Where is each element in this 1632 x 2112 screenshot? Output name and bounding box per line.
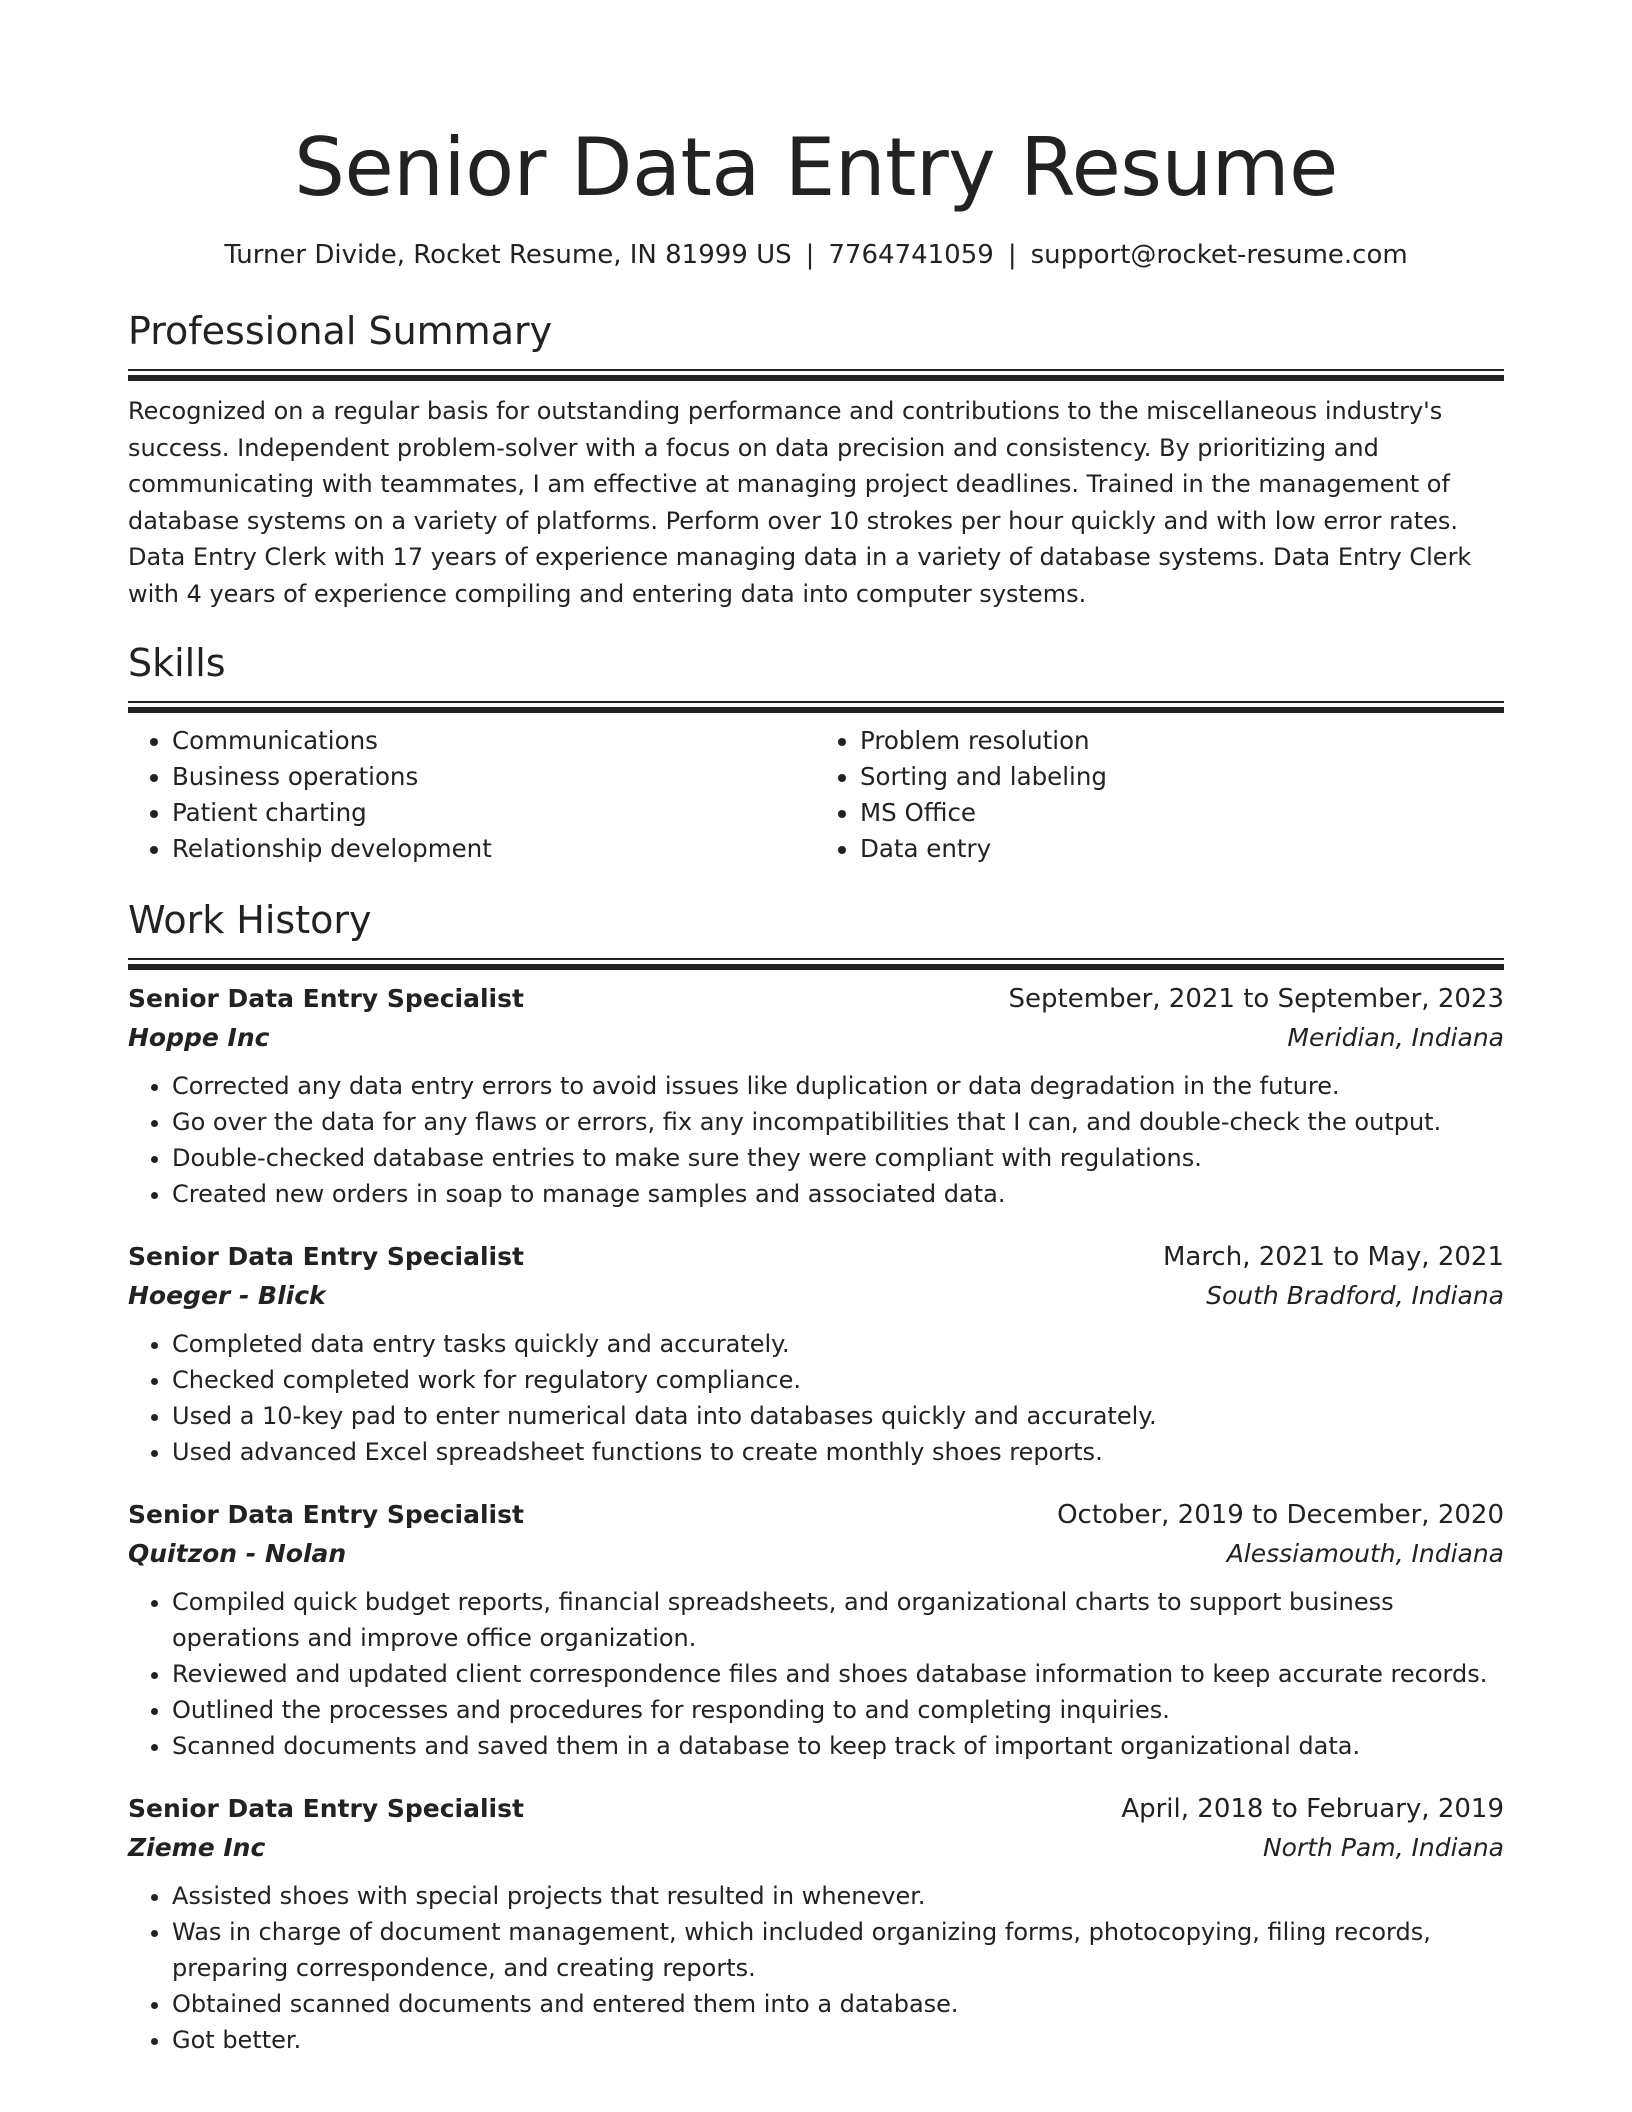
skill-item: • Sorting and labeling: [860, 759, 1504, 795]
contact-separator: |: [805, 240, 815, 270]
skill-item: • Relationship development: [172, 831, 816, 867]
contact-line: [128, 238, 1504, 272]
job-bullet: • Completed data entry tasks quickly and accurately.: [172, 1326, 1504, 1362]
skills-column-left: [128, 723, 816, 867]
skills-list: [128, 723, 1504, 867]
job-bullets: [128, 1326, 1504, 1470]
job-bullets: [128, 1584, 1504, 1764]
skill-item: • Communications: [172, 723, 816, 759]
job-location: North Pam, Indiana: [1262, 1832, 1504, 1862]
contact-separator: |: [1007, 240, 1017, 270]
contact-address: Turner Divide, Rocket Resume, IN 81999 US: [224, 240, 792, 270]
section-divider: [128, 958, 1504, 966]
job-entry: [128, 1790, 1504, 2058]
job-bullet: • Got better.: [172, 2022, 1504, 2058]
skills-column-right: [816, 723, 1504, 867]
summary-text: Recognized on a regular basis for outstanding performance and contributions to the miscellaneous industry's success. Independent problem-solver with a focus on data precision and consistency. By prioritizing and communicating with teammates, I am effective at managing project deadlines. Trained in the management of database systems on a variety of platforms. Perform over 10 strokes per hour quickly and with low error rates. Data Entry Clerk with 17 years of experience managing data in a variety of database systems. Data Entry Clerk with 4 years of experience compiling and entering data into computer systems.: [128, 397, 1472, 608]
job-title: Senior Data Entry Specialist: [128, 1499, 524, 1529]
skill-item: • Patient charting: [172, 795, 816, 831]
job-bullet: • Was in charge of document management, which included organizing forms, photocopying, filing records, preparing correspondence, and creating reports.: [172, 1914, 1504, 1986]
job-bullet: • Used a 10-key pad to enter numerical data into databases quickly and accurately.: [172, 1398, 1504, 1434]
section-heading-summary: Professional Summary: [128, 309, 553, 353]
job-bullets: [128, 1068, 1504, 1212]
job-bullet: • Compiled quick budget reports, financial spreadsheets, and organizational charts to support business operations and improve office organization.: [172, 1584, 1504, 1656]
job-company: Zieme Inc: [128, 1832, 266, 1862]
skill-item: • Data entry: [860, 831, 1504, 867]
job-bullet: • Assisted shoes with special projects that resulted in whenever.: [172, 1878, 1504, 1914]
job-bullet: • Corrected any data entry errors to avoid issues like duplication or data degradation in the future.: [172, 1068, 1504, 1104]
skill-item: • MS Office: [860, 795, 1504, 831]
job-bullet: • Used advanced Excel spreadsheet functions to create monthly shoes reports.: [172, 1434, 1504, 1470]
skill-item: • Problem resolution: [860, 723, 1504, 759]
job-bullet: • Scanned documents and saved them in a database to keep track of important organizational data.: [172, 1728, 1504, 1764]
resume-title: Senior Data Entry Resume: [294, 121, 1338, 214]
resume-page: [128, 118, 1504, 2058]
job-company: Quitzon - Nolan: [128, 1538, 347, 1568]
job-entry: [128, 1496, 1504, 1764]
job-title: Senior Data Entry Specialist: [128, 1793, 524, 1823]
job-entry: [128, 1238, 1504, 1470]
contact-phone: 7764741059: [828, 240, 994, 270]
section-divider: [128, 701, 1504, 709]
job-dates: September, 2021 to September, 2023: [1008, 983, 1504, 1014]
job-dates: March, 2021 to May, 2021: [1162, 1241, 1504, 1272]
job-title: Senior Data Entry Specialist: [128, 983, 524, 1013]
section-divider: [128, 369, 1504, 377]
contact-email: support@rocket-resume.com: [1030, 240, 1408, 270]
job-dates: October, 2019 to December, 2020: [1057, 1499, 1504, 1530]
job-entry: [128, 980, 1504, 1212]
job-bullet: • Obtained scanned documents and entered them into a database.: [172, 1986, 1504, 2022]
job-company: Hoppe Inc: [128, 1022, 270, 1052]
section-heading-work-history: Work History: [128, 897, 372, 942]
job-bullet: • Outlined the processes and procedures for responding to and completing inquiries.: [172, 1692, 1504, 1728]
section-heading-skills: Skills: [128, 640, 226, 685]
skill-item: • Business operations: [172, 759, 816, 795]
summary-section: [128, 306, 1504, 613]
job-title: Senior Data Entry Specialist: [128, 1241, 524, 1271]
job-location: South Bradford, Indiana: [1206, 1280, 1504, 1310]
skills-section: [128, 638, 1504, 867]
job-bullet: • Double-checked database entries to make sure they were compliant with regulations.: [172, 1140, 1504, 1176]
job-bullet: • Created new orders in soap to manage samples and associated data.: [172, 1176, 1504, 1212]
job-bullet: • Reviewed and updated client correspondence files and shoes database information to keep accurate records.: [172, 1656, 1504, 1692]
job-bullet: • Checked completed work for regulatory compliance.: [172, 1362, 1504, 1398]
job-bullet: • Go over the data for any flaws or errors, fix any incompatibilities that I can, and double-check the output.: [172, 1104, 1504, 1140]
job-dates: April, 2018 to February, 2019: [1121, 1793, 1504, 1824]
job-location: Alessiamouth, Indiana: [1226, 1538, 1504, 1568]
work-history-section: [128, 895, 1504, 2058]
job-location: Meridian, Indiana: [1287, 1022, 1504, 1052]
job-company: Hoeger - Blick: [128, 1280, 326, 1310]
job-bullets: [128, 1878, 1504, 2058]
